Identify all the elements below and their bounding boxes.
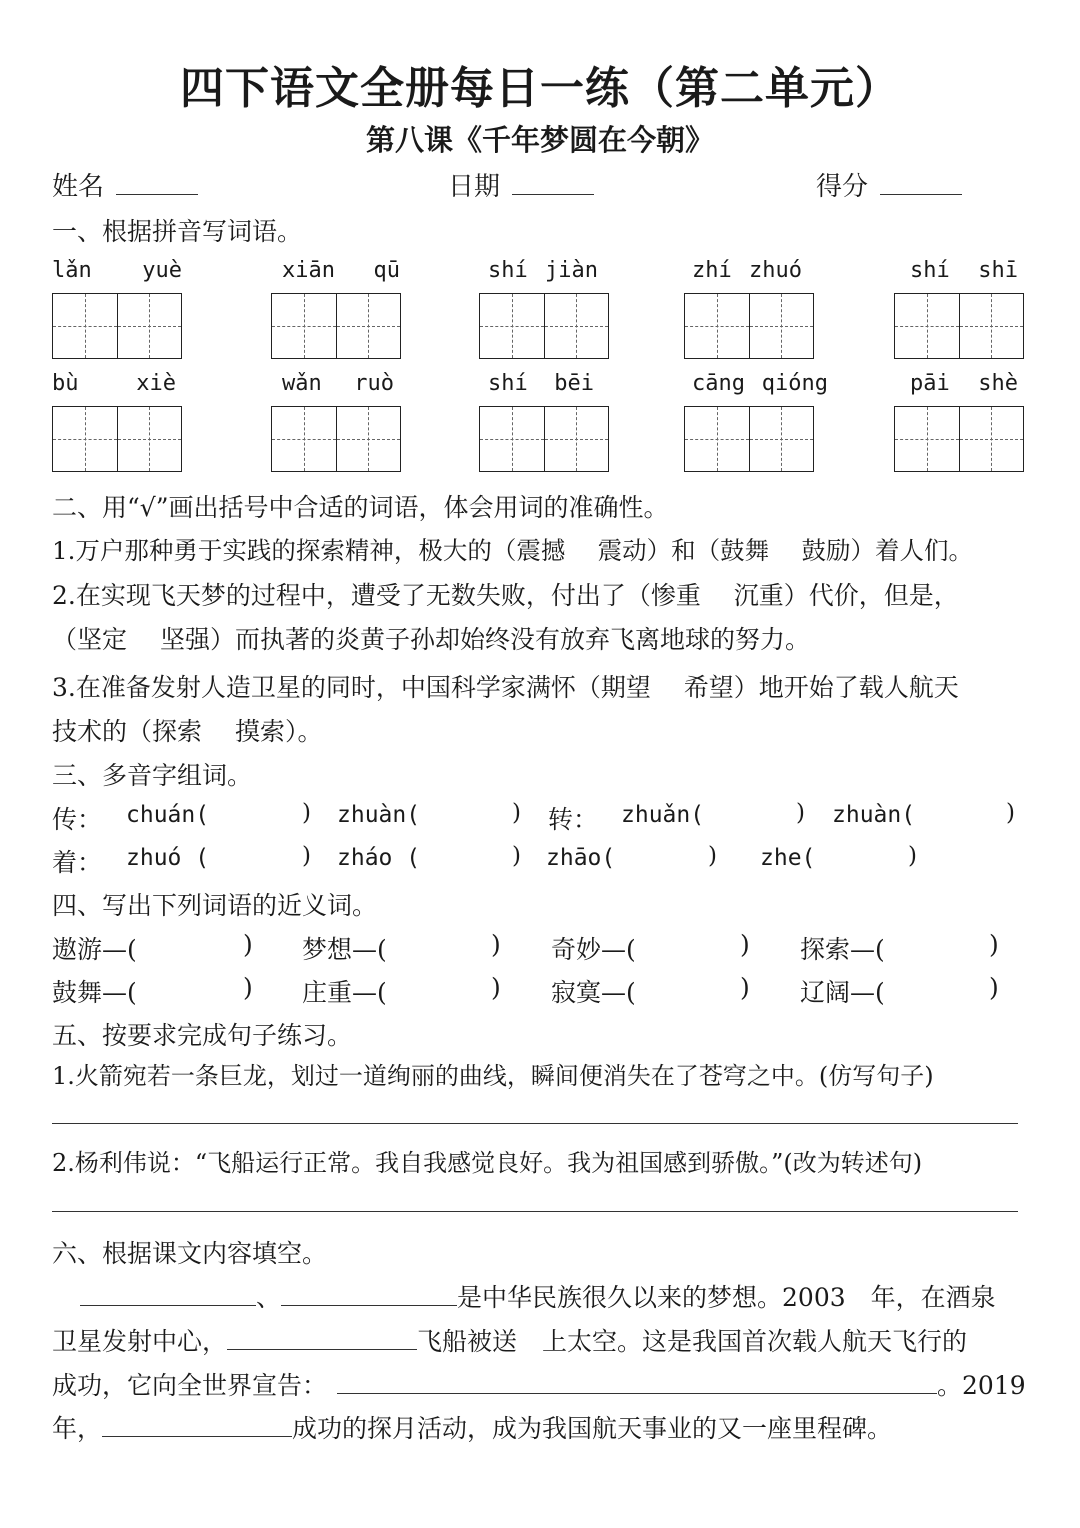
pinyin-label bbox=[488, 371, 594, 396]
fill-paragraph-line bbox=[52, 1409, 892, 1445]
section-1-heading: 一、根据拼音写词语。 bbox=[52, 217, 303, 246]
sentence-question: 1.火箭宛若一条巨龙，划过一道绚丽的曲线，瞬间便消失在了苍穹之中。(仿写句子) bbox=[52, 1062, 934, 1090]
score-label: 得分 bbox=[816, 172, 869, 202]
pinyin-syllable: shè bbox=[978, 371, 1018, 396]
paren-close: ) bbox=[512, 843, 521, 869]
paren-close: ) bbox=[491, 973, 501, 1002]
polyphone-label: 传： bbox=[52, 805, 103, 834]
text-segment: 成功，它向全世界宣告： bbox=[52, 1371, 328, 1400]
synonym-blank[interactable]: 鼓舞—( bbox=[52, 978, 137, 1007]
page-title: 四下语文全册每日一练（第二单元） bbox=[180, 63, 900, 114]
pinyin-syllable: qū bbox=[373, 258, 400, 283]
question-line[interactable]: 2.在实现飞天梦的过程中，遭受了无数失败，付出了（惨重 沉重）代价，但是， bbox=[52, 581, 959, 610]
writing-box[interactable] bbox=[52, 406, 182, 472]
polyphone-label: 转： bbox=[548, 805, 599, 834]
grid-cell[interactable] bbox=[117, 407, 182, 471]
pinyin-syllable: shī bbox=[978, 258, 1018, 283]
section-3-heading: 三、多音字组词。 bbox=[52, 761, 253, 790]
grid-cell[interactable] bbox=[336, 294, 401, 358]
pinyin-syllable: shí bbox=[488, 258, 528, 283]
pinyin-syllable: xiè bbox=[136, 371, 176, 396]
synonym-blank[interactable]: 梦想—( bbox=[302, 935, 387, 964]
paren-close: ) bbox=[512, 800, 521, 826]
grid-cell[interactable] bbox=[53, 407, 117, 471]
synonym-blank[interactable]: 辽阔—( bbox=[800, 978, 885, 1007]
date-label: 日期 bbox=[448, 172, 501, 202]
grid-cell[interactable] bbox=[959, 407, 1024, 471]
polyphone-blank[interactable]: zhuó ( bbox=[126, 845, 210, 871]
grid-cell[interactable] bbox=[272, 294, 336, 358]
grid-cell[interactable] bbox=[544, 294, 609, 358]
fill-blank[interactable] bbox=[80, 1282, 256, 1306]
paren-close: ) bbox=[491, 930, 501, 959]
text-segment: 飞船被送 上太空。这是我国首次载人航天飞行的 bbox=[417, 1327, 968, 1356]
paren-close: ) bbox=[796, 800, 805, 826]
lesson-subtitle: 第八课《千年梦圆在今朝》 bbox=[365, 123, 714, 157]
sentence-question: 2.杨利伟说：“飞船运行正常。我自我感觉良好。我为祖国感到骄傲。”(改为转述句) bbox=[52, 1149, 923, 1177]
grid-cell[interactable] bbox=[480, 294, 544, 358]
paren-close: ) bbox=[740, 973, 750, 1002]
score-blank[interactable] bbox=[880, 173, 962, 195]
question-line[interactable]: 3.在准备发射人造卫星的同时，中国科学家满怀（期望 希望）地开始了载人航天 bbox=[52, 673, 959, 702]
name-field[interactable] bbox=[52, 166, 198, 203]
polyphone-blank[interactable]: zhāo( bbox=[546, 845, 616, 871]
grid-cell[interactable] bbox=[749, 407, 814, 471]
polyphone-blank[interactable]: zháo ( bbox=[337, 845, 421, 871]
pinyin-label bbox=[488, 258, 598, 283]
paren-close: ) bbox=[908, 843, 917, 869]
pinyin-syllable: ruò bbox=[354, 371, 394, 396]
pinyin-syllable: cāng bbox=[692, 371, 745, 396]
grid-cell[interactable] bbox=[272, 407, 336, 471]
fill-blank[interactable] bbox=[337, 1370, 937, 1394]
synonym-blank[interactable]: 寂寞—( bbox=[551, 978, 636, 1007]
section-6-heading: 六、根据课文内容填空。 bbox=[52, 1239, 328, 1268]
pinyin-label bbox=[910, 371, 1018, 396]
pinyin-syllable: bù bbox=[52, 371, 79, 396]
grid-cell[interactable] bbox=[544, 407, 609, 471]
pinyin-syllable: shí bbox=[488, 371, 528, 396]
paren-close: ) bbox=[740, 930, 750, 959]
question-line[interactable]: 技术的（探索 摸索）。 bbox=[52, 717, 323, 746]
pinyin-syllable: zhuó bbox=[749, 258, 802, 283]
pinyin-label bbox=[52, 371, 176, 396]
section-2-heading: 二、用“√”画出括号中合适的词语，体会用词的准确性。 bbox=[52, 493, 669, 522]
pinyin-label bbox=[692, 371, 828, 396]
grid-cell[interactable] bbox=[480, 407, 544, 471]
fill-blank[interactable] bbox=[227, 1326, 417, 1350]
synonym-blank[interactable]: 庄重—( bbox=[302, 978, 387, 1007]
fill-paragraph-line bbox=[80, 1278, 996, 1314]
paren-close: ) bbox=[302, 843, 311, 869]
name-blank[interactable] bbox=[116, 173, 198, 195]
writing-box[interactable] bbox=[684, 406, 814, 472]
paren-close: ) bbox=[243, 973, 253, 1002]
polyphone-blank[interactable]: zhe( bbox=[760, 845, 816, 871]
paren-close: ) bbox=[243, 930, 253, 959]
pinyin-label bbox=[910, 258, 1018, 283]
section-5-heading: 五、按要求完成句子练习。 bbox=[52, 1021, 353, 1050]
date-blank[interactable] bbox=[512, 173, 594, 195]
polyphone-blank[interactable]: zhuǎn( bbox=[621, 802, 705, 828]
pinyin-syllable: qióng bbox=[761, 371, 828, 396]
separator: 、 bbox=[256, 1283, 282, 1312]
pinyin-syllable: shí bbox=[910, 258, 950, 283]
question-line[interactable]: （坚定 坚强）而执著的炎黄子孙却始终没有放弃飞离地球的努力。 bbox=[52, 625, 810, 654]
fill-blank[interactable] bbox=[102, 1413, 292, 1437]
grid-cell[interactable] bbox=[895, 294, 959, 358]
grid-cell[interactable] bbox=[749, 294, 814, 358]
answer-line[interactable] bbox=[52, 1123, 1018, 1124]
pinyin-syllable: bēi bbox=[554, 371, 594, 396]
fill-paragraph-line bbox=[52, 1322, 967, 1358]
writing-box[interactable] bbox=[684, 293, 814, 359]
writing-box[interactable] bbox=[52, 293, 182, 359]
pinyin-label bbox=[692, 258, 802, 283]
question-line[interactable]: 1.万户那种勇于实践的探索精神，极大的（震撼 震动）和（鼓舞 鼓励）着人们。 bbox=[52, 536, 973, 565]
date-field[interactable] bbox=[448, 166, 594, 203]
paren-close: ) bbox=[708, 843, 717, 869]
pinyin-syllable: yuè bbox=[142, 258, 182, 283]
writing-box[interactable] bbox=[271, 406, 401, 472]
paren-close: ) bbox=[989, 930, 999, 959]
answer-line[interactable] bbox=[52, 1211, 1018, 1212]
text-segment: 。2019 bbox=[937, 1371, 1026, 1400]
writing-box[interactable] bbox=[479, 293, 609, 359]
pinyin-label bbox=[52, 258, 182, 283]
pinyin-syllable: xiān bbox=[282, 258, 335, 283]
fill-paragraph-line bbox=[52, 1366, 1026, 1402]
paren-close: ) bbox=[989, 973, 999, 1002]
synonym-blank[interactable]: 探索—( bbox=[800, 935, 885, 964]
text-segment: 是中华民族很久以来的梦想。2003 年，在酒泉 bbox=[457, 1283, 996, 1312]
fill-blank[interactable] bbox=[281, 1282, 457, 1306]
grid-cell[interactable] bbox=[959, 294, 1024, 358]
polyphone-label: 着： bbox=[52, 848, 103, 877]
pinyin-syllable: zhí bbox=[692, 258, 732, 283]
pinyin-syllable: lǎn bbox=[52, 258, 92, 283]
synonym-blank[interactable]: 奇妙—( bbox=[551, 935, 636, 964]
synonym-blank[interactable]: 遨游—( bbox=[52, 935, 137, 964]
polyphone-blank[interactable]: zhuàn( bbox=[832, 802, 916, 828]
grid-cell[interactable] bbox=[117, 294, 182, 358]
grid-cell[interactable] bbox=[895, 407, 959, 471]
section-4-heading: 四、写出下列词语的近义词。 bbox=[52, 891, 378, 920]
grid-cell[interactable] bbox=[685, 407, 749, 471]
pinyin-syllable: pāi bbox=[910, 371, 950, 396]
pinyin-syllable: jiàn bbox=[545, 258, 598, 283]
text-segment: 成功的探月活动，成为我国航天事业的又一座里程碑。 bbox=[292, 1414, 893, 1443]
writing-box[interactable] bbox=[271, 293, 401, 359]
paren-close: ) bbox=[302, 800, 311, 826]
name-label: 姓名 bbox=[52, 172, 105, 202]
grid-cell[interactable] bbox=[336, 407, 401, 471]
writing-box[interactable] bbox=[479, 406, 609, 472]
text-segment: 卫星发射中心， bbox=[52, 1327, 228, 1356]
pinyin-label bbox=[282, 258, 400, 283]
pinyin-label bbox=[282, 371, 394, 396]
text-segment: 年， bbox=[52, 1414, 103, 1443]
grid-cell[interactable] bbox=[685, 294, 749, 358]
polyphone-blank[interactable]: chuán( bbox=[126, 802, 210, 828]
writing-box[interactable] bbox=[894, 293, 1024, 359]
pinyin-syllable: wǎn bbox=[282, 371, 322, 396]
paren-close: ) bbox=[1006, 800, 1015, 826]
grid-cell[interactable] bbox=[53, 294, 117, 358]
writing-box[interactable] bbox=[894, 406, 1024, 472]
polyphone-blank[interactable]: zhuàn( bbox=[337, 802, 421, 828]
score-field[interactable] bbox=[816, 166, 962, 203]
